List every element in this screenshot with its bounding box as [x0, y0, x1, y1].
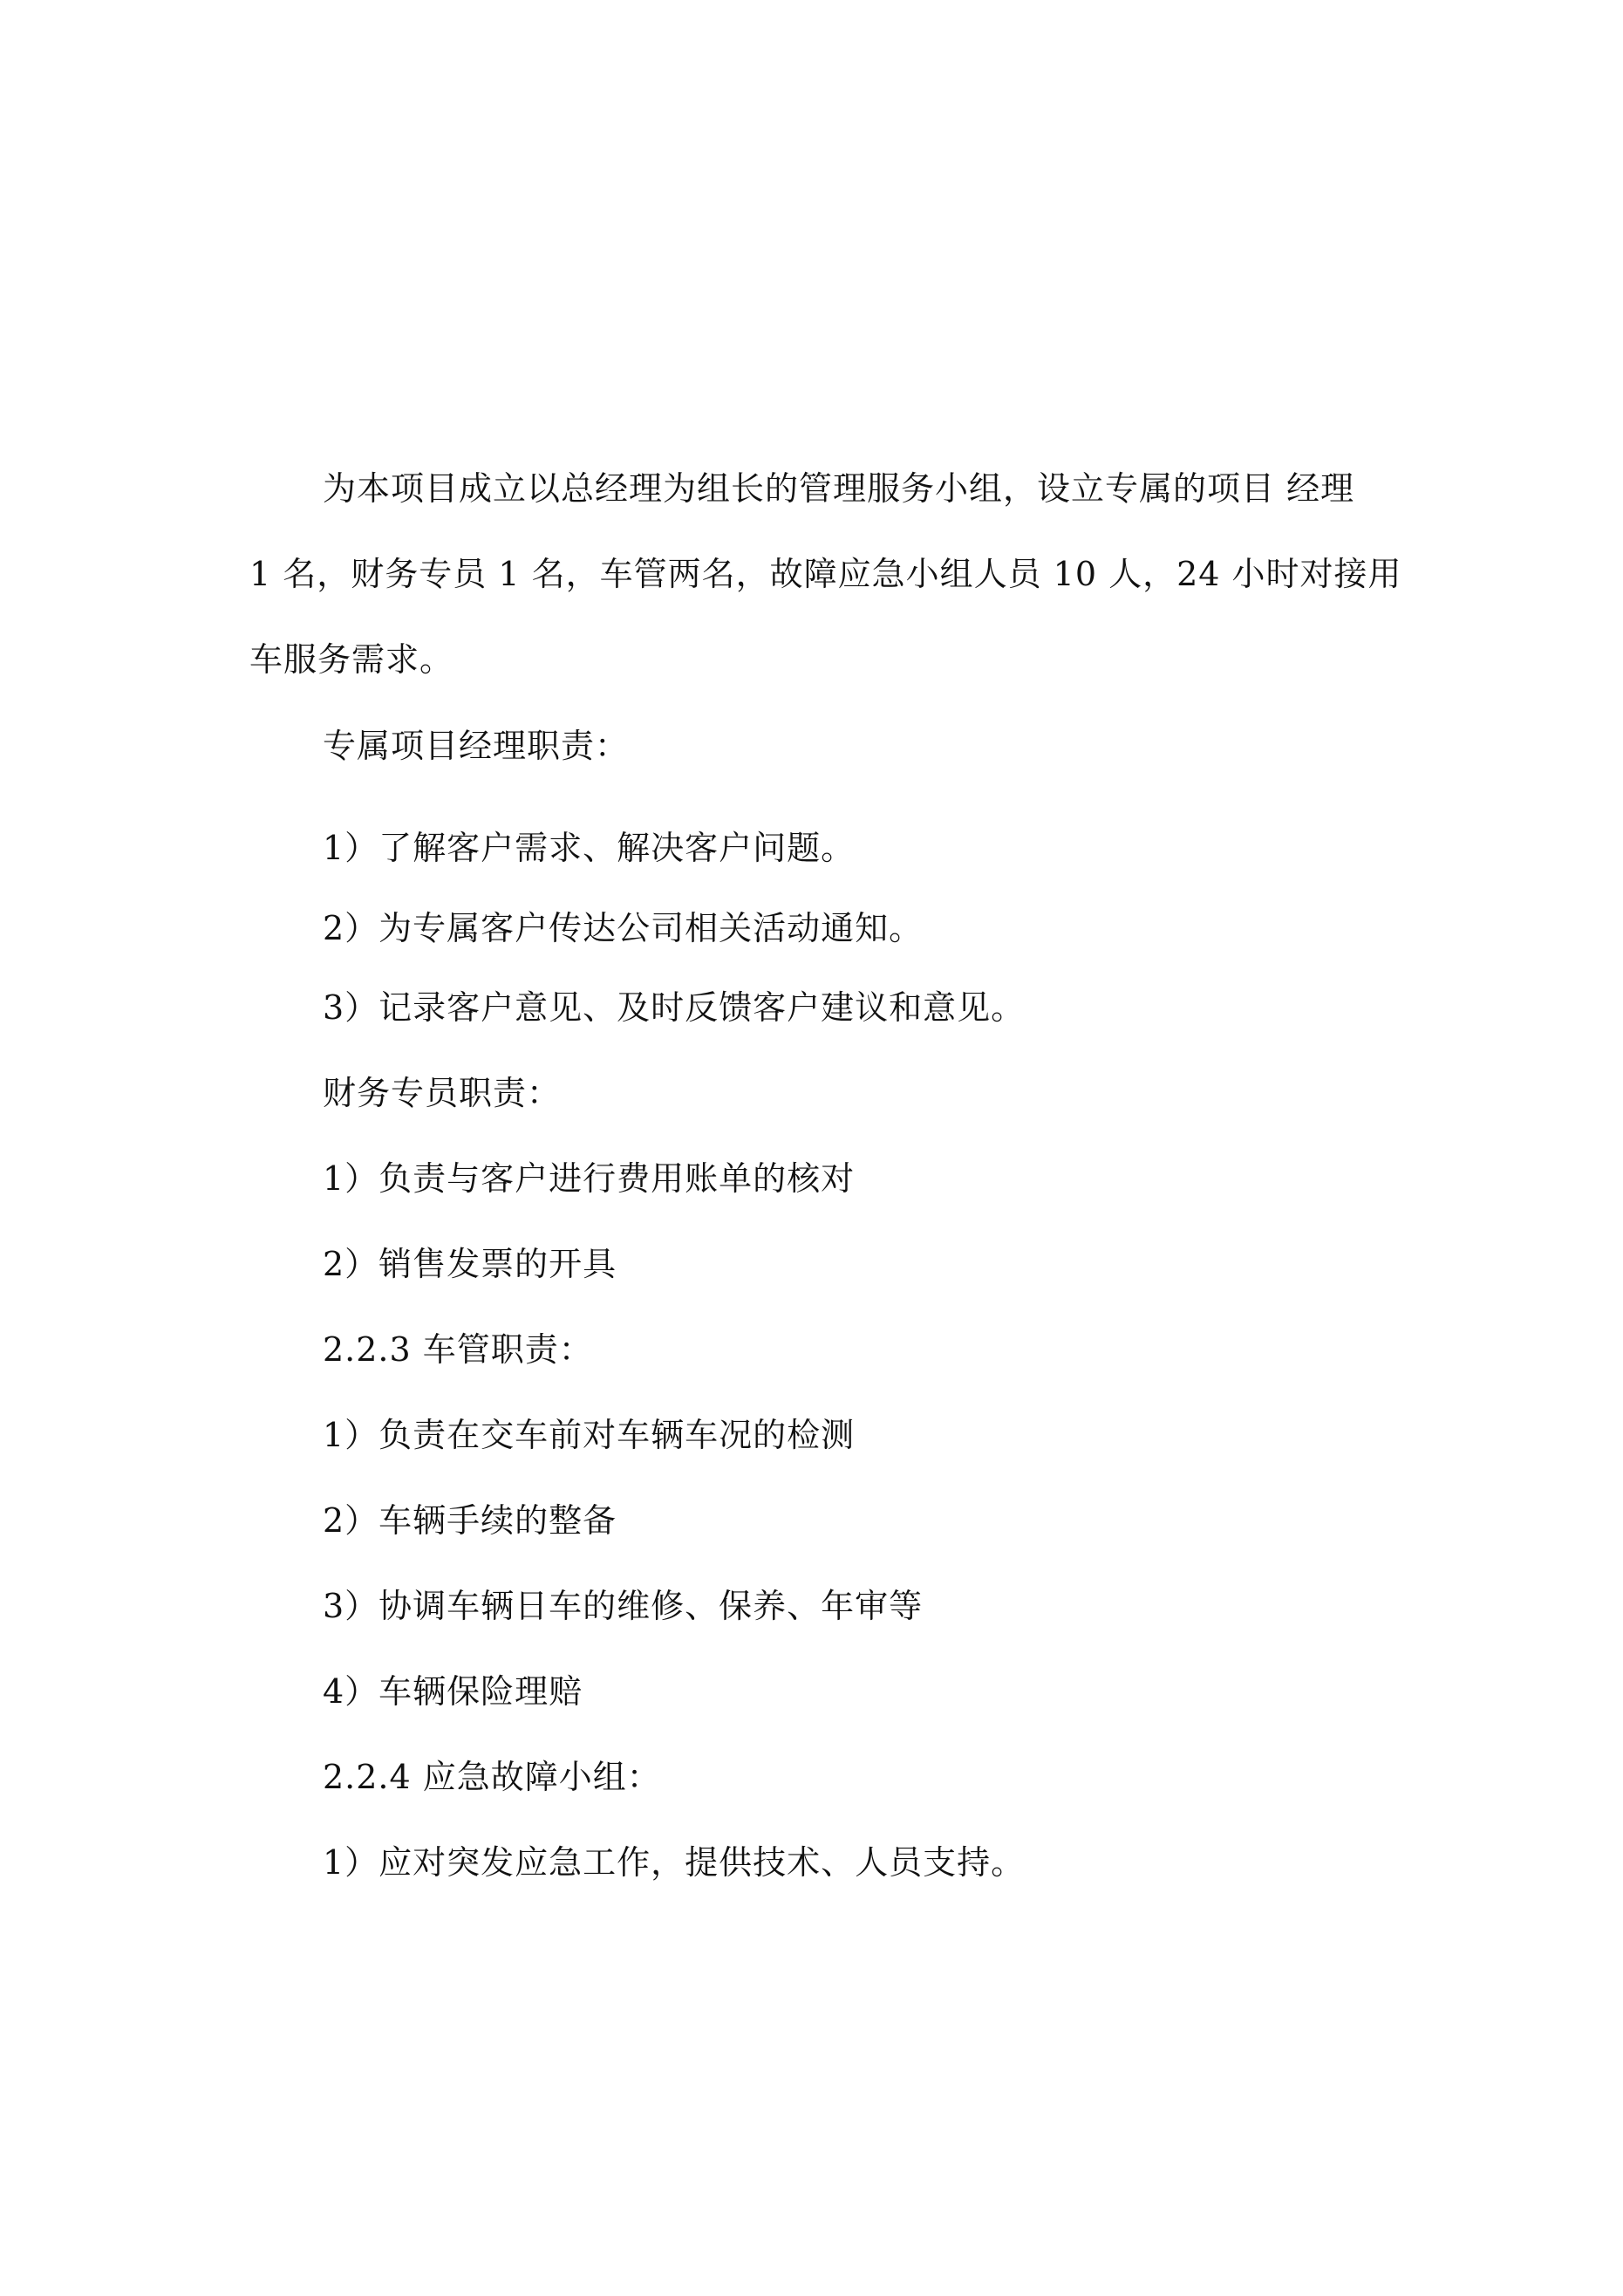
list-item: 4）车辆保险理赔 — [323, 1672, 583, 1711]
vehicle-management-heading: 2.2.3 车管职责： — [323, 1330, 593, 1369]
project-manager-heading: 专属项目经理职责： — [323, 727, 630, 765]
emergency-team-heading: 2.2.4 应急故障小组： — [323, 1758, 661, 1796]
list-item: 2）销售发票的开具 — [323, 1245, 617, 1283]
list-item: 1）负责在交车前对车辆车况的检测 — [323, 1416, 856, 1454]
intro-paragraph-line-3: 车服务需求。 — [249, 640, 454, 679]
intro-paragraph-line-1: 为本项目成立以总经理为组长的管理服务小组，设立专属的项目 经理 — [323, 469, 1355, 508]
list-item: 1）了解客户需求、解决客户问题。 — [323, 829, 856, 867]
list-item: 3）记录客户意见、及时反馈客户建议和意见。 — [323, 988, 1026, 1027]
list-item: 2）车辆手续的整备 — [323, 1501, 617, 1540]
list-item: 1）负责与客户进行费用账单的核对 — [323, 1159, 856, 1198]
finance-heading: 财务专员职责： — [323, 1074, 562, 1112]
list-item: 2）为专属客户传达公司相关活动通知。 — [323, 909, 924, 947]
list-item: 1）应对突发应急工作，提供技术、人员支持。 — [323, 1843, 1026, 1882]
intro-paragraph-line-2: 1 名，财务专员 1 名，车管两名，故障应急小组人员 10 人，24 小时对接用 — [249, 555, 1402, 593]
list-item: 3）协调车辆日车的维修、保养、年审等 — [323, 1587, 924, 1625]
